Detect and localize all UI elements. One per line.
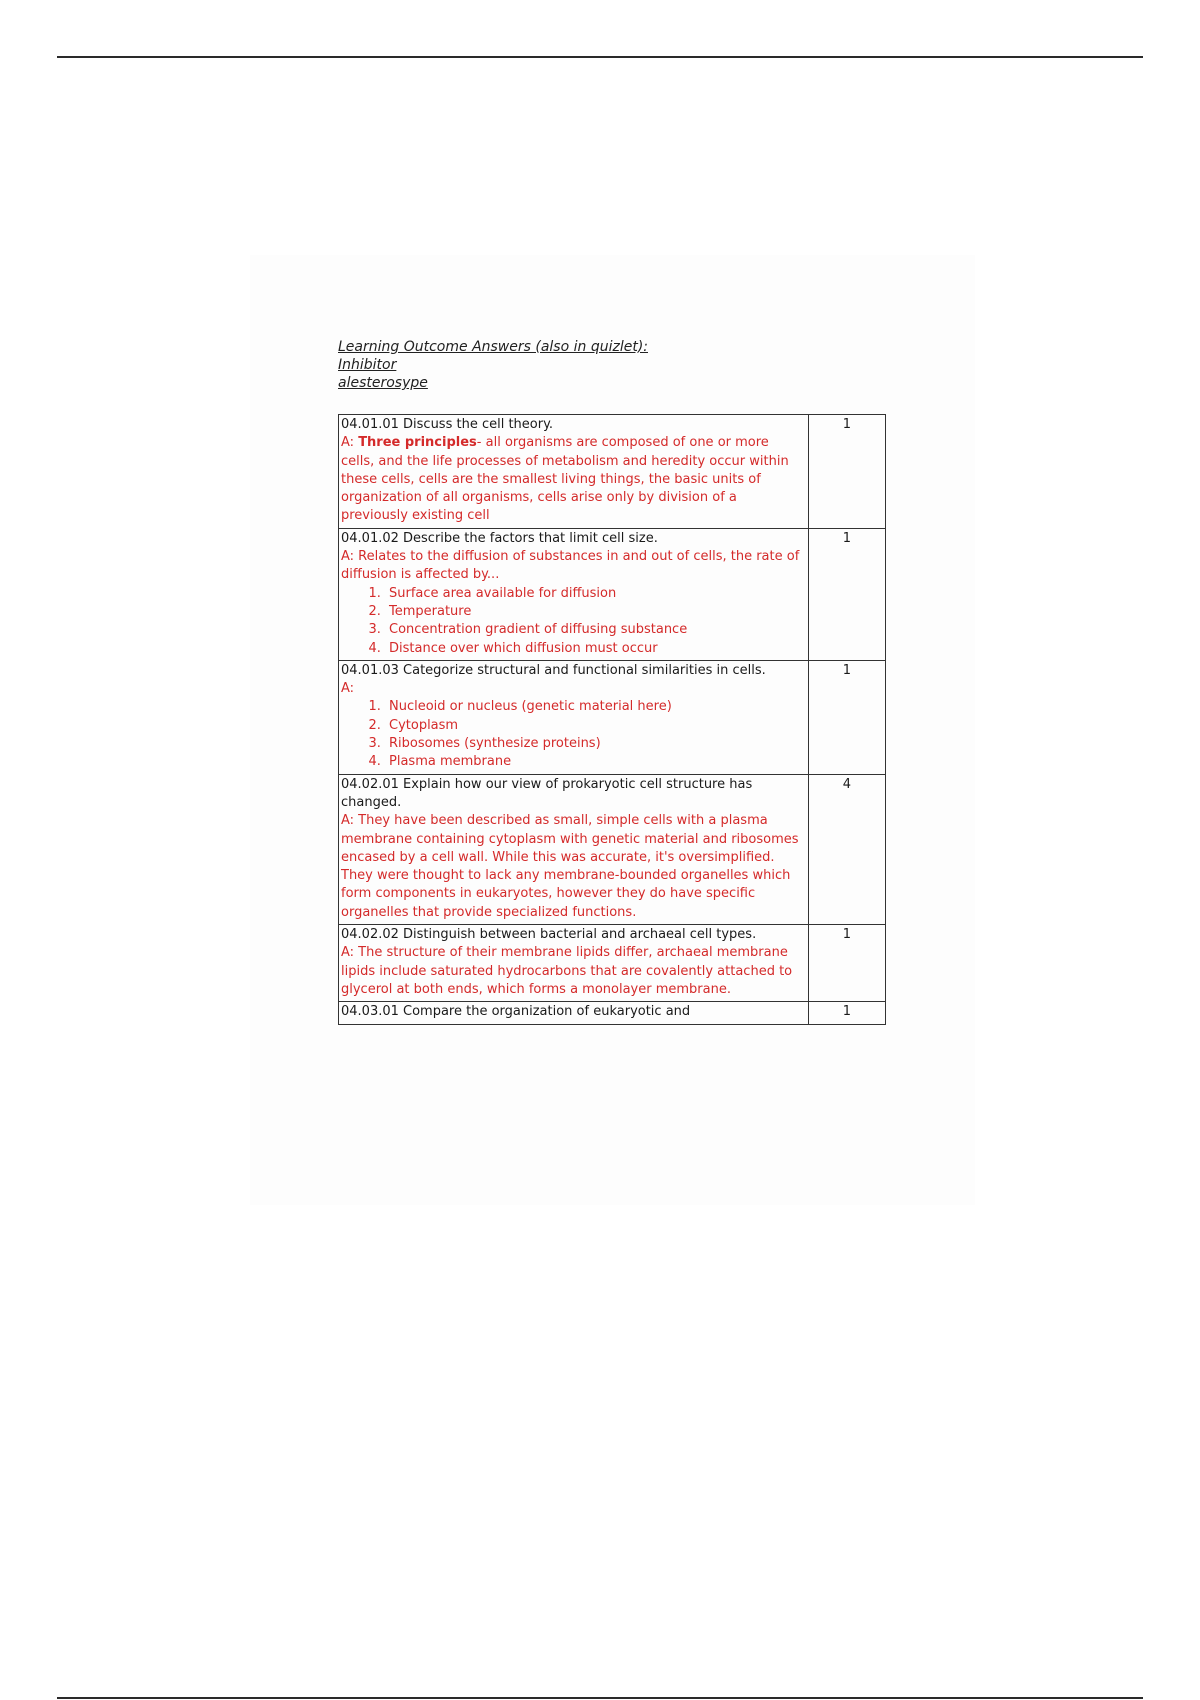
document-header [338,338,648,392]
question-cell [339,660,809,774]
score-cell: 1 [808,925,885,1002]
list-item: 1. Nucleoid or nucleus (genetic material here) [385,698,806,716]
question-text: 04.01.02 Describe the factors that limit cell size. [341,530,658,546]
document-title: Learning Outcome Answers (also in quizlet): [338,339,648,355]
question-cell [339,925,809,1002]
question-cell [339,774,809,924]
question-text: 04.01.01 Discuss the cell theory. [341,417,554,432]
list-item: 4. Plasma membrane [385,753,806,771]
table-row [339,1002,886,1024]
list-item: 1. Surface area available for diffusion [385,585,806,603]
score-cell: 1 [808,415,885,529]
answer-text: A: The structure of their membrane lipids differ, archaeal membrane lipids include saturated hydrocarbons that are covalently attached to glycerol at both ends, which forms a monolayer membrane. [341,945,793,997]
header-line-alesterosype: alesterosype [338,375,428,391]
answer-list [341,698,806,771]
answer-body: - all organisms are composed of one or more cells, and the life processes of metabolism and heredity occur within these cells, cells are the smallest living things, the basic units of organization of all organisms, cells arise only by division of a previously existing cell [341,435,789,524]
question-text: 04.03.01 Compare the organization of eukaryotic and [341,1004,691,1020]
question-cell [339,415,809,529]
score-cell: 1 [808,660,885,774]
answer-prefix: A: [341,435,359,451]
question-cell [339,528,809,660]
learning-outcomes-table [338,414,886,1025]
table-row [339,774,886,924]
answer-text: A: [341,681,355,697]
score-cell: 4 [808,774,885,924]
table-row [339,925,886,1002]
question-text: 04.01.03 Categorize structural and functional similarities in cells. [341,662,766,678]
bottom-rule [57,1697,1143,1699]
list-item: 3. Ribosomes (synthesize proteins) [385,735,806,753]
table-row [339,660,886,774]
answer-bold: Three principles [358,435,477,451]
answer-list [341,585,806,658]
question-text: 04.02.02 Distinguish between bacterial and archaeal cell types. [341,927,757,943]
question-cell [339,1002,809,1024]
answer-text: A: Relates to the diffusion of substances in and out of cells, the rate of diffusion is affected by... [341,549,800,583]
answer-text: A: They have been described as small, simple cells with a plasma membrane containing cytoplasm with genetic material and ribosomes encased by a cell wall. While this was accurate, it's oversimplified. They were thought to lack any membrane-bounded organelles which form components in eukaryotes, however they do have specific organelles that provide specialized functions. [341,813,799,920]
header-line-inhibitor: Inhibitor [338,357,397,373]
score-cell: 1 [808,528,885,660]
score-cell: 1 [808,1002,885,1024]
top-rule [57,56,1143,58]
list-item: 3. Concentration gradient of diffusing substance [385,621,806,639]
list-item: 2. Cytoplasm [385,717,806,735]
question-text: 04.02.01 Explain how our view of prokaryotic cell structure has changed. [341,776,753,810]
answer-text [341,434,806,525]
list-item: 2. Temperature [385,603,806,621]
table-row [339,528,886,660]
list-item: 4. Distance over which diffusion must occur [385,640,806,658]
table-row [339,415,886,529]
